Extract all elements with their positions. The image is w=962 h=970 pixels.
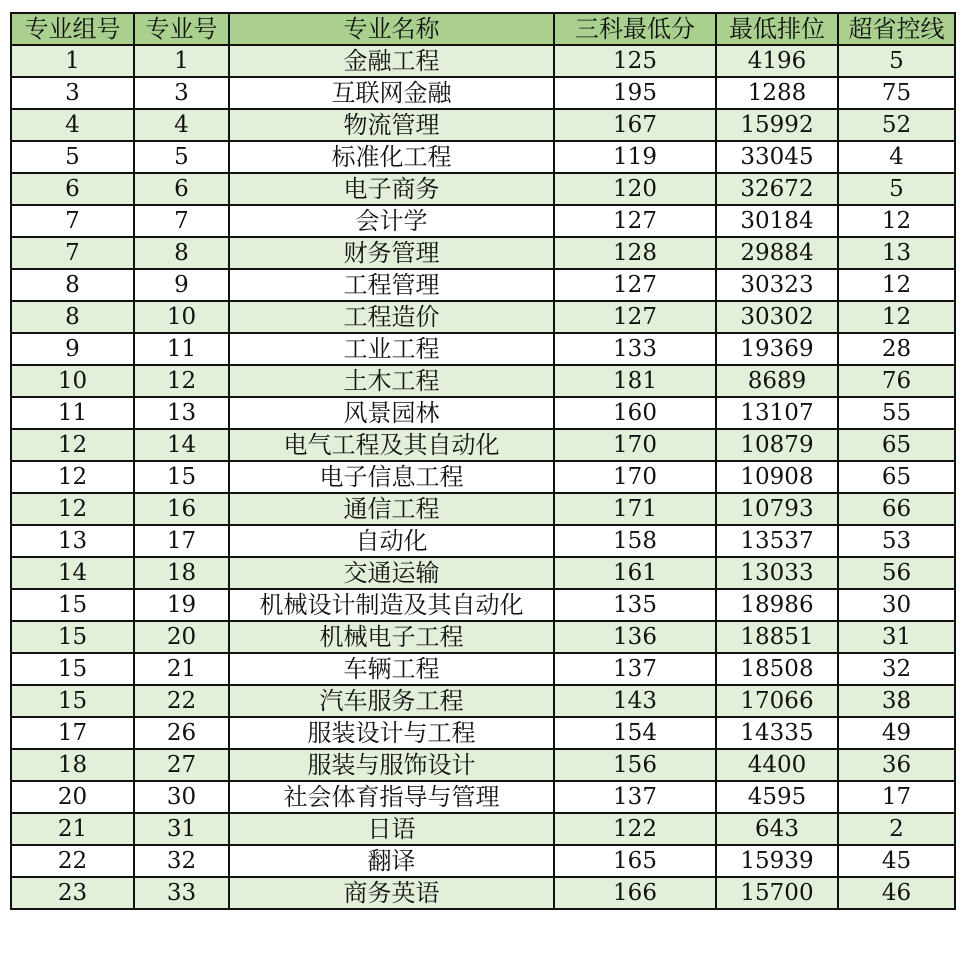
min-score-cell: 167	[554, 109, 716, 141]
group-number-cell: 7	[11, 237, 134, 269]
table-row	[11, 301, 955, 333]
group-number-cell: 4	[11, 109, 134, 141]
admission-score-table	[10, 12, 956, 910]
table-row	[11, 813, 955, 845]
table-row	[11, 429, 955, 461]
group-number-cell: 15	[11, 653, 134, 685]
above-line-cell: 65	[838, 429, 955, 461]
above-line-cell: 52	[838, 109, 955, 141]
major-name-cell: 日语	[229, 813, 554, 845]
table-row	[11, 589, 955, 621]
above-line-cell: 65	[838, 461, 955, 493]
min-rank-cell: 4196	[716, 45, 838, 77]
major-name-cell: 通信工程	[229, 493, 554, 525]
major-number-cell: 33	[134, 877, 229, 909]
major-number-cell: 30	[134, 781, 229, 813]
min-rank-cell: 13537	[716, 525, 838, 557]
min-score-cell: 136	[554, 621, 716, 653]
above-line-cell: 56	[838, 557, 955, 589]
group-number-cell: 15	[11, 621, 134, 653]
group-number-cell: 22	[11, 845, 134, 877]
table-row	[11, 621, 955, 653]
major-number-cell: 21	[134, 653, 229, 685]
major-number-cell: 12	[134, 365, 229, 397]
group-number-cell: 7	[11, 205, 134, 237]
table-row	[11, 653, 955, 685]
group-number-cell: 1	[11, 45, 134, 77]
major-number-cell: 16	[134, 493, 229, 525]
above-line-cell: 66	[838, 493, 955, 525]
major-number-cell: 9	[134, 269, 229, 301]
min-score-cell: 158	[554, 525, 716, 557]
major-name-cell: 翻译	[229, 845, 554, 877]
min-rank-cell: 4400	[716, 749, 838, 781]
group-number-cell: 23	[11, 877, 134, 909]
above-line-cell: 76	[838, 365, 955, 397]
major-name-cell: 工程管理	[229, 269, 554, 301]
major-name-cell: 工程造价	[229, 301, 554, 333]
above-line-cell: 45	[838, 845, 955, 877]
table-row	[11, 141, 955, 173]
major-number-cell: 4	[134, 109, 229, 141]
table-row	[11, 333, 955, 365]
major-name-cell: 金融工程	[229, 45, 554, 77]
table-row	[11, 237, 955, 269]
major-name-cell: 风景园林	[229, 397, 554, 429]
min-score-cell: 165	[554, 845, 716, 877]
major-name-cell: 标准化工程	[229, 141, 554, 173]
table-row	[11, 749, 955, 781]
table-row	[11, 845, 955, 877]
major-number-cell: 19	[134, 589, 229, 621]
header-min-rank: 最低排位	[716, 13, 838, 45]
min-rank-cell: 15939	[716, 845, 838, 877]
min-score-cell: 143	[554, 685, 716, 717]
min-score-cell: 137	[554, 653, 716, 685]
min-score-cell: 166	[554, 877, 716, 909]
above-line-cell: 53	[838, 525, 955, 557]
min-score-cell: 160	[554, 397, 716, 429]
min-rank-cell: 10908	[716, 461, 838, 493]
major-name-cell: 机械设计制造及其自动化	[229, 589, 554, 621]
min-rank-cell: 30323	[716, 269, 838, 301]
min-rank-cell: 30302	[716, 301, 838, 333]
table-row	[11, 461, 955, 493]
above-line-cell: 12	[838, 269, 955, 301]
above-line-cell: 75	[838, 77, 955, 109]
major-name-cell: 电气工程及其自动化	[229, 429, 554, 461]
major-name-cell: 工业工程	[229, 333, 554, 365]
major-name-cell: 商务英语	[229, 877, 554, 909]
min-rank-cell: 13107	[716, 397, 838, 429]
group-number-cell: 9	[11, 333, 134, 365]
min-rank-cell: 18508	[716, 653, 838, 685]
table-row	[11, 397, 955, 429]
table-row	[11, 269, 955, 301]
major-name-cell: 机械电子工程	[229, 621, 554, 653]
major-number-cell: 7	[134, 205, 229, 237]
min-rank-cell: 30184	[716, 205, 838, 237]
table-row	[11, 781, 955, 813]
major-number-cell: 11	[134, 333, 229, 365]
min-score-cell: 127	[554, 301, 716, 333]
major-number-cell: 5	[134, 141, 229, 173]
table-row	[11, 109, 955, 141]
major-number-cell: 6	[134, 173, 229, 205]
above-line-cell: 30	[838, 589, 955, 621]
table-row	[11, 557, 955, 589]
above-line-cell: 36	[838, 749, 955, 781]
group-number-cell: 3	[11, 77, 134, 109]
min-rank-cell: 18986	[716, 589, 838, 621]
above-line-cell: 12	[838, 205, 955, 237]
above-line-cell: 28	[838, 333, 955, 365]
major-number-cell: 13	[134, 397, 229, 429]
major-name-cell: 电子信息工程	[229, 461, 554, 493]
major-number-cell: 8	[134, 237, 229, 269]
min-rank-cell: 13033	[716, 557, 838, 589]
major-name-cell: 服装与服饰设计	[229, 749, 554, 781]
group-number-cell: 6	[11, 173, 134, 205]
min-rank-cell: 17066	[716, 685, 838, 717]
min-score-cell: 119	[554, 141, 716, 173]
group-number-cell: 12	[11, 493, 134, 525]
above-line-cell: 4	[838, 141, 955, 173]
min-score-cell: 181	[554, 365, 716, 397]
min-rank-cell: 19369	[716, 333, 838, 365]
table-row	[11, 717, 955, 749]
group-number-cell: 21	[11, 813, 134, 845]
table-row	[11, 205, 955, 237]
above-line-cell: 12	[838, 301, 955, 333]
min-score-cell: 137	[554, 781, 716, 813]
group-number-cell: 10	[11, 365, 134, 397]
above-line-cell: 5	[838, 173, 955, 205]
group-number-cell: 5	[11, 141, 134, 173]
table-row	[11, 877, 955, 909]
group-number-cell: 15	[11, 685, 134, 717]
header-group-number: 专业组号	[11, 13, 134, 45]
major-number-cell: 17	[134, 525, 229, 557]
group-number-cell: 18	[11, 749, 134, 781]
table-row	[11, 493, 955, 525]
major-number-cell: 1	[134, 45, 229, 77]
major-name-cell: 物流管理	[229, 109, 554, 141]
major-name-cell: 电子商务	[229, 173, 554, 205]
major-number-cell: 20	[134, 621, 229, 653]
major-number-cell: 32	[134, 845, 229, 877]
major-number-cell: 14	[134, 429, 229, 461]
group-number-cell: 8	[11, 301, 134, 333]
above-line-cell: 13	[838, 237, 955, 269]
major-name-cell: 服装设计与工程	[229, 717, 554, 749]
group-number-cell: 8	[11, 269, 134, 301]
header-above-line: 超省控线	[838, 13, 955, 45]
min-score-cell: 127	[554, 269, 716, 301]
table-row	[11, 77, 955, 109]
major-number-cell: 15	[134, 461, 229, 493]
table-row	[11, 365, 955, 397]
min-rank-cell: 8689	[716, 365, 838, 397]
major-name-cell: 汽车服务工程	[229, 685, 554, 717]
min-rank-cell: 1288	[716, 77, 838, 109]
group-number-cell: 17	[11, 717, 134, 749]
major-name-cell: 土木工程	[229, 365, 554, 397]
major-name-cell: 社会体育指导与管理	[229, 781, 554, 813]
min-score-cell: 120	[554, 173, 716, 205]
min-rank-cell: 15992	[716, 109, 838, 141]
major-number-cell: 31	[134, 813, 229, 845]
above-line-cell: 17	[838, 781, 955, 813]
major-name-cell: 交通运输	[229, 557, 554, 589]
min-rank-cell: 33045	[716, 141, 838, 173]
header-min-score: 三科最低分	[554, 13, 716, 45]
above-line-cell: 5	[838, 45, 955, 77]
min-score-cell: 195	[554, 77, 716, 109]
major-number-cell: 18	[134, 557, 229, 589]
min-score-cell: 135	[554, 589, 716, 621]
min-rank-cell: 29884	[716, 237, 838, 269]
major-name-cell: 互联网金融	[229, 77, 554, 109]
min-score-cell: 170	[554, 429, 716, 461]
header-major-name: 专业名称	[229, 13, 554, 45]
major-number-cell: 26	[134, 717, 229, 749]
min-rank-cell: 15700	[716, 877, 838, 909]
header-row	[11, 13, 955, 45]
major-name-cell: 财务管理	[229, 237, 554, 269]
group-number-cell: 12	[11, 461, 134, 493]
min-score-cell: 128	[554, 237, 716, 269]
min-score-cell: 170	[554, 461, 716, 493]
group-number-cell: 14	[11, 557, 134, 589]
table-row	[11, 685, 955, 717]
above-line-cell: 31	[838, 621, 955, 653]
min-score-cell: 127	[554, 205, 716, 237]
group-number-cell: 12	[11, 429, 134, 461]
min-score-cell: 133	[554, 333, 716, 365]
major-name-cell: 会计学	[229, 205, 554, 237]
major-name-cell: 自动化	[229, 525, 554, 557]
min-score-cell: 154	[554, 717, 716, 749]
table-body	[11, 45, 955, 909]
min-rank-cell: 14335	[716, 717, 838, 749]
min-rank-cell: 10793	[716, 493, 838, 525]
group-number-cell: 13	[11, 525, 134, 557]
above-line-cell: 2	[838, 813, 955, 845]
above-line-cell: 55	[838, 397, 955, 429]
min-score-cell: 161	[554, 557, 716, 589]
above-line-cell: 32	[838, 653, 955, 685]
table-row	[11, 525, 955, 557]
group-number-cell: 11	[11, 397, 134, 429]
above-line-cell: 38	[838, 685, 955, 717]
min-rank-cell: 643	[716, 813, 838, 845]
major-number-cell: 22	[134, 685, 229, 717]
group-number-cell: 15	[11, 589, 134, 621]
min-score-cell: 122	[554, 813, 716, 845]
major-name-cell: 车辆工程	[229, 653, 554, 685]
group-number-cell: 20	[11, 781, 134, 813]
min-score-cell: 125	[554, 45, 716, 77]
min-rank-cell: 10879	[716, 429, 838, 461]
min-rank-cell: 4595	[716, 781, 838, 813]
min-score-cell: 171	[554, 493, 716, 525]
major-number-cell: 27	[134, 749, 229, 781]
min-score-cell: 156	[554, 749, 716, 781]
table-row	[11, 173, 955, 205]
major-number-cell: 10	[134, 301, 229, 333]
min-rank-cell: 18851	[716, 621, 838, 653]
major-number-cell: 3	[134, 77, 229, 109]
table-row	[11, 45, 955, 77]
min-rank-cell: 32672	[716, 173, 838, 205]
header-major-number: 专业号	[134, 13, 229, 45]
above-line-cell: 49	[838, 717, 955, 749]
above-line-cell: 46	[838, 877, 955, 909]
